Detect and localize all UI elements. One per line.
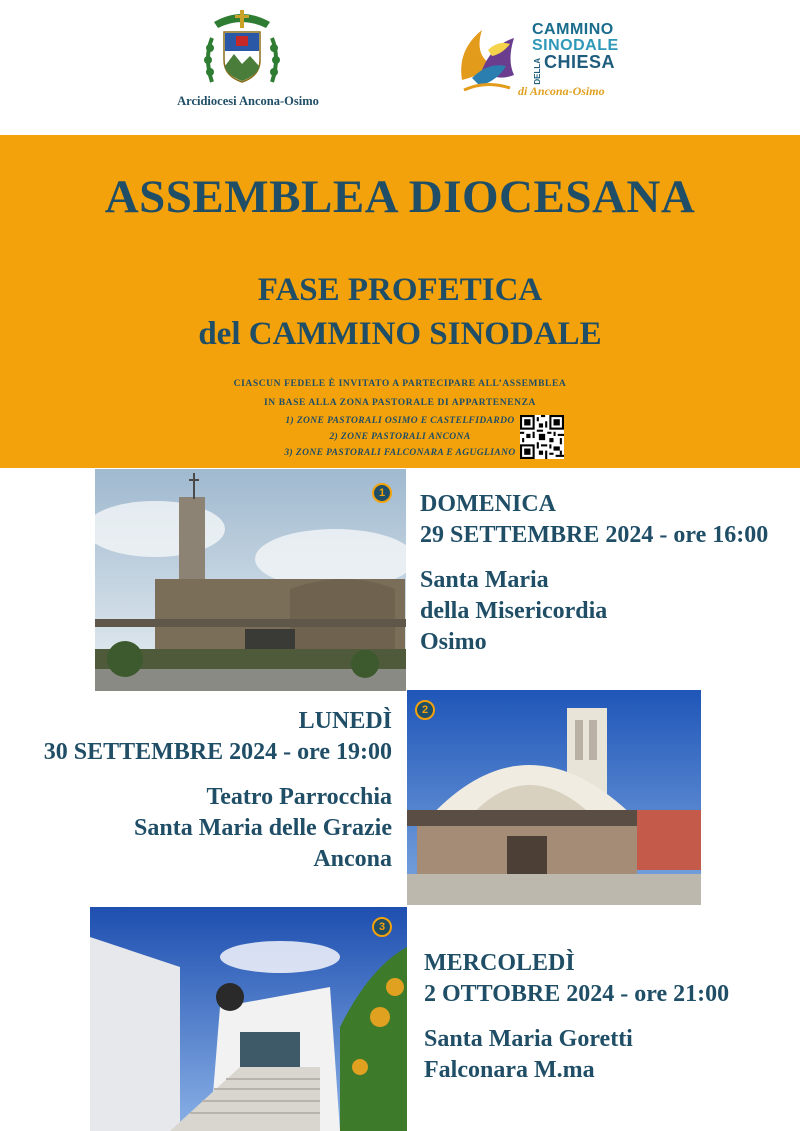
page-title: ASSEMBLEA DIOCESANA (104, 171, 696, 223)
event-badge-3: 3 (372, 917, 392, 937)
event-1-place-line2: della Misericordia (420, 598, 608, 624)
event-1-place-line1: Santa Maria (420, 567, 549, 593)
event-3-date: 2 OTTOBRE 2024 - ore 21:00 (424, 981, 730, 1007)
photo-church-misericordia (95, 469, 406, 691)
event-2-date: 30 SETTEMBRE 2024 - ore 19:00 (43, 739, 392, 765)
synod-flame-icon (452, 20, 522, 100)
event-2-place (0, 782, 392, 875)
event-2-place-line1: Teatro Parrocchia (206, 784, 392, 810)
logo-line3: CHIESA (544, 52, 616, 72)
event-1-place-line3: Osimo (420, 629, 487, 655)
event-3-place (424, 1024, 729, 1086)
zone-3: 3) ZONE PASTORALI FALCONARA E AGUGLIANO (284, 448, 516, 458)
logo-line1: CAMMINO (532, 21, 614, 38)
zone-1: 1) ZONE PASTORALI OSIMO E CASTELFIDARDO (285, 416, 515, 426)
logo-della: DELLA (533, 58, 542, 85)
logo-line2: SINODALE (532, 37, 619, 54)
photo-church-goretti (90, 907, 407, 1131)
invite-text (0, 375, 800, 394)
event-3-info (424, 948, 729, 1086)
photo-church-grazie (407, 690, 701, 905)
event-1-date: 29 SETTEMBRE 2024 - ore 16:00 (420, 522, 769, 548)
header (0, 0, 800, 135)
synod-logo (452, 12, 622, 110)
invite-line1: CIASCUN FEDELE È INVITATO A PARTECIPARE ALL’ASSEMBLEA (233, 379, 567, 389)
event-3-day: MERCOLEDÌ (424, 950, 575, 976)
event-2-info (0, 706, 392, 875)
subtitle-line1: FASE PROFETICA (257, 272, 543, 308)
page-subtitle (0, 268, 800, 356)
event-3-place-line1: Santa Maria Goretti (424, 1026, 633, 1052)
title-banner (0, 135, 800, 468)
zones-list (0, 413, 800, 461)
diocese-name: Arcidiocesi Ancona-Osimo (177, 94, 319, 108)
event-badge-2: 2 (415, 700, 435, 720)
event-2-place-line3: Ancona (313, 846, 392, 872)
qr-code-icon[interactable] (520, 415, 564, 459)
event-2-day: LUNEDÌ (298, 708, 392, 734)
logo-subtitle: di Ancona-Osimo (518, 84, 605, 98)
event-1-place (420, 565, 768, 658)
zone-2: 2) ZONE PASTORALI ANCONA (329, 432, 471, 442)
invite-line2: IN BASE ALLA ZONA PASTORALE DI APPARTENENZA (264, 398, 536, 408)
synod-logo-text (532, 21, 619, 85)
invite-text-2 (0, 394, 800, 413)
event-3-place-line2: Falconara M.ma (424, 1057, 595, 1083)
event-2-place-line2: Santa Maria delle Grazie (134, 815, 392, 841)
subtitle-line2: del CAMMINO SINODALE (198, 316, 602, 352)
event-1-info (420, 489, 768, 658)
event-badge-1: 1 (372, 483, 392, 503)
diocese-crest-icon (200, 8, 284, 88)
event-1-day: DOMENICA (420, 491, 556, 517)
